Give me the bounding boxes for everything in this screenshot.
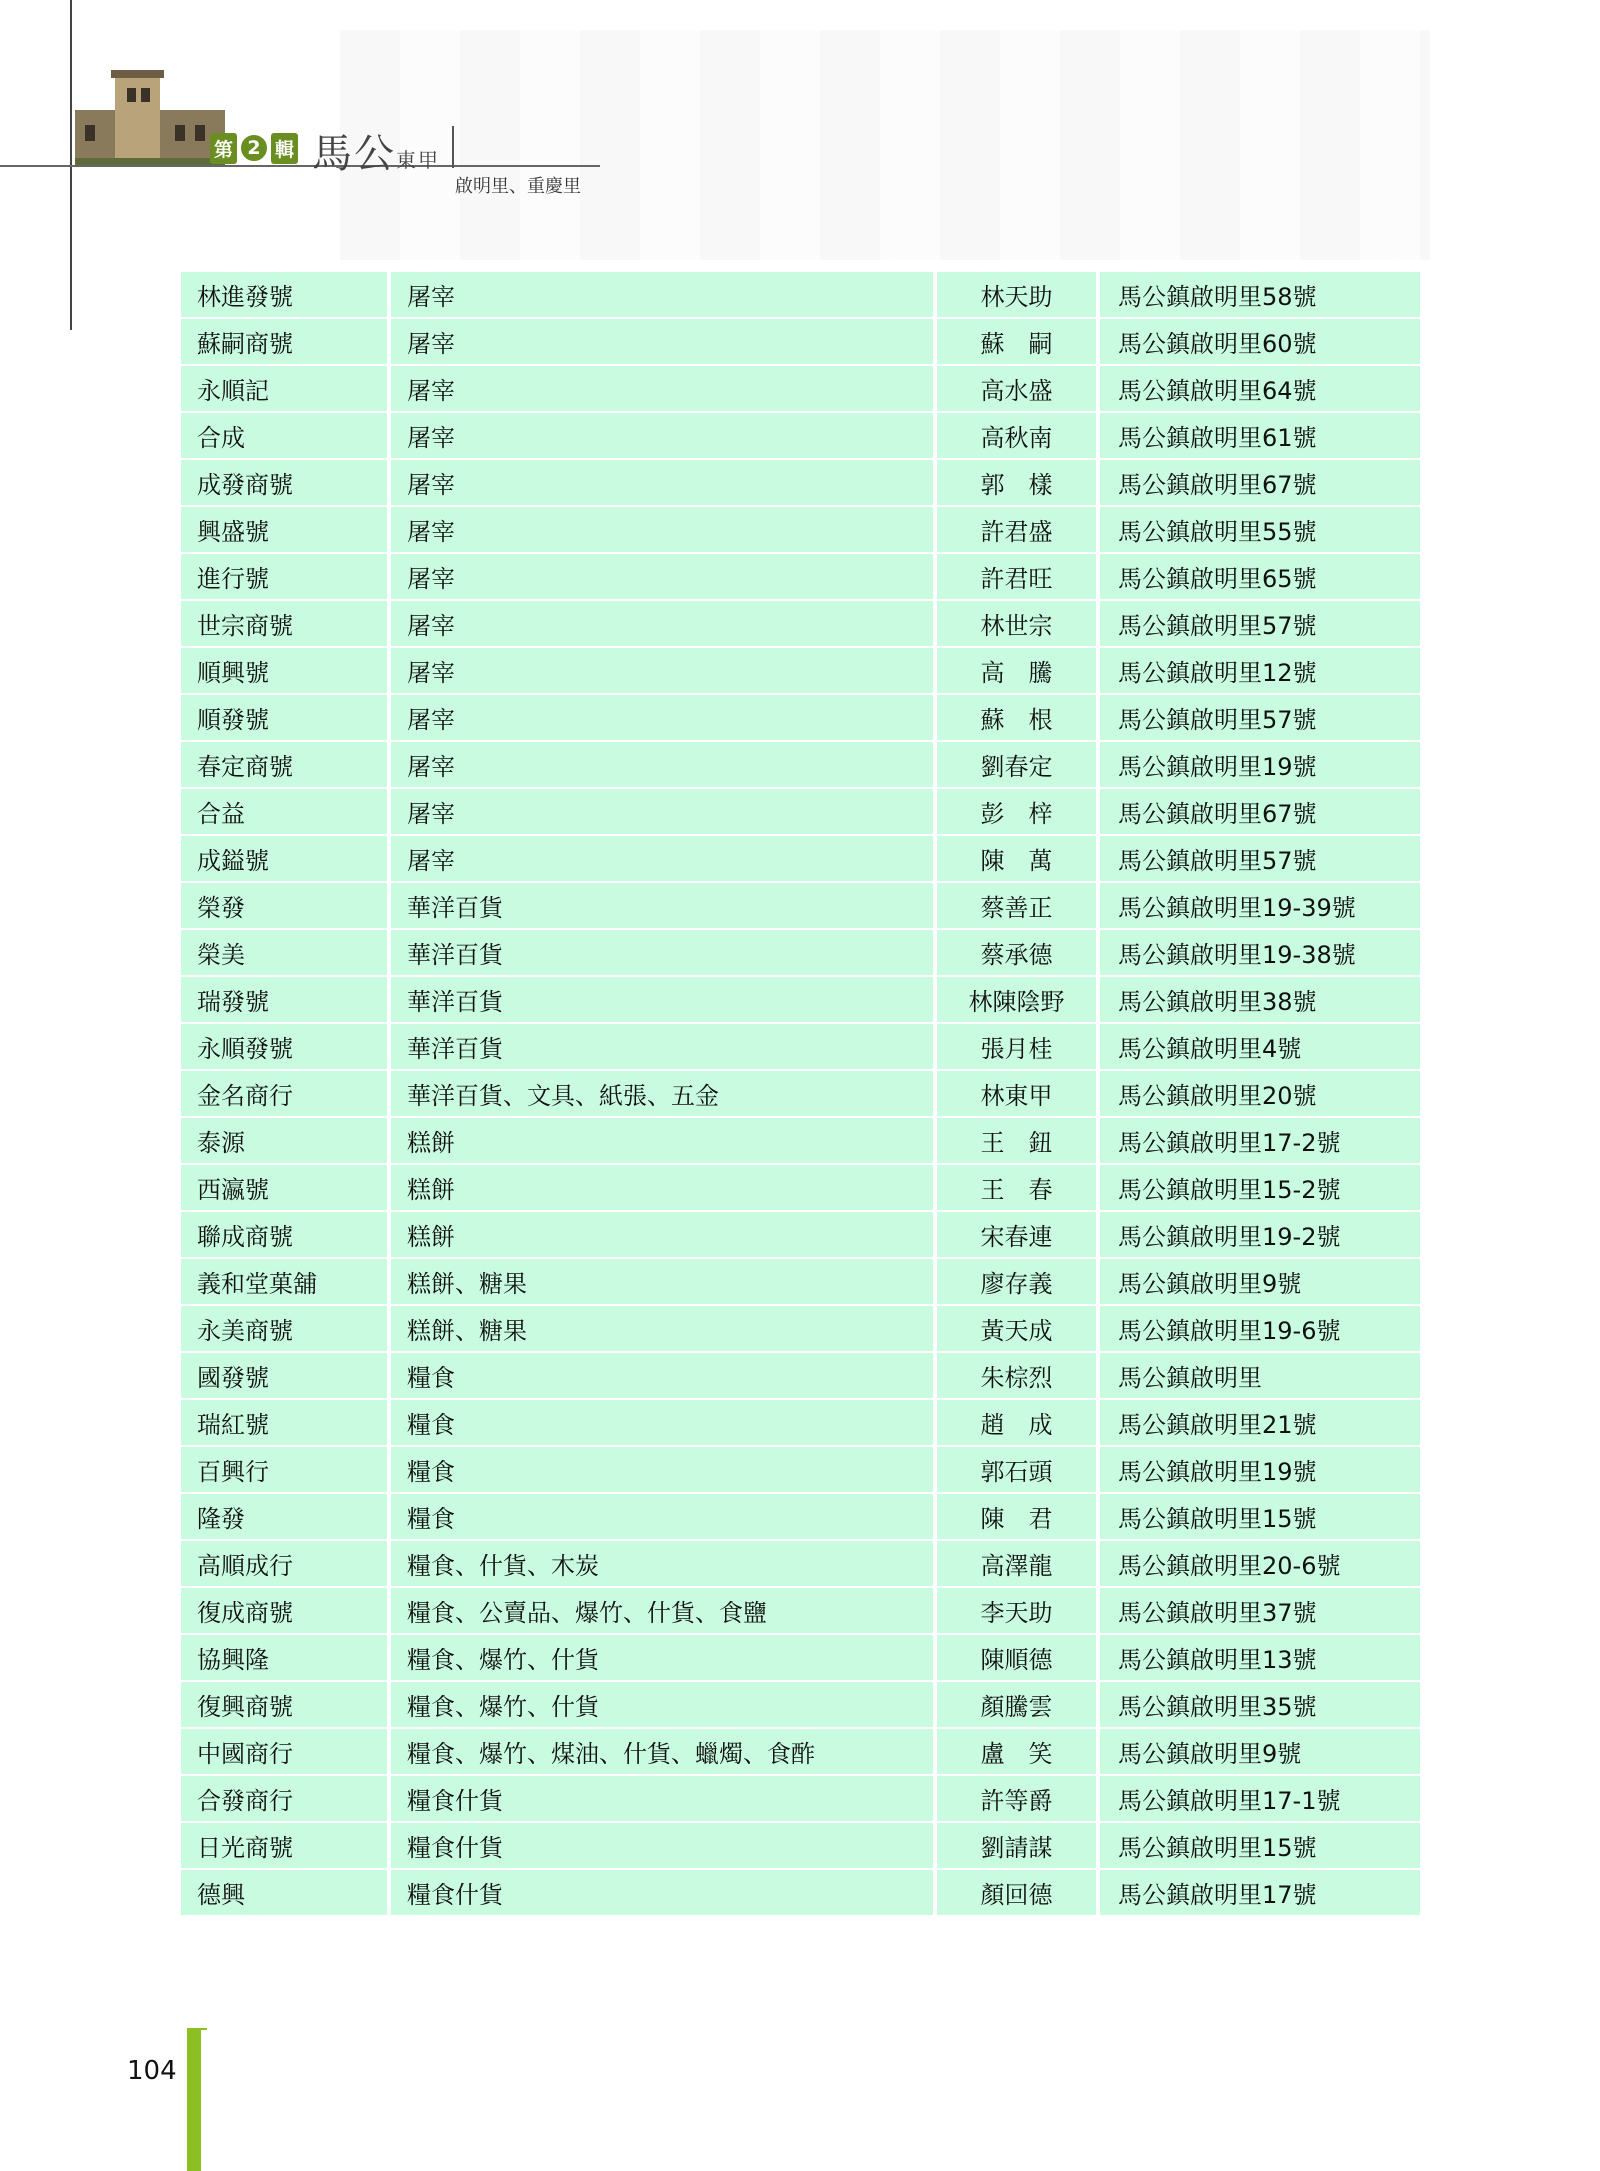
owner-cell: 林東甲 (935, 1070, 1098, 1117)
business-name-cell: 永美商號 (181, 1305, 389, 1352)
business-name-cell: 成發商號 (181, 459, 389, 506)
goods-cell: 屠宰 (389, 459, 935, 506)
table-row (181, 1446, 1420, 1493)
goods-cell: 屠宰 (389, 600, 935, 647)
business-name-cell: 合益 (181, 788, 389, 835)
goods-cell: 糧食什貨 (389, 1822, 935, 1869)
address-cell: 馬公鎮啟明里9號 (1098, 1728, 1420, 1775)
address-cell: 馬公鎮啟明里58號 (1098, 272, 1420, 318)
business-name-cell: 中國商行 (181, 1728, 389, 1775)
business-name-cell: 高順成行 (181, 1540, 389, 1587)
owner-cell: 蔡善正 (935, 882, 1098, 929)
table-row (181, 1540, 1420, 1587)
business-name-cell: 合成 (181, 412, 389, 459)
owner-cell: 朱棕烈 (935, 1352, 1098, 1399)
address-cell: 馬公鎮啟明里35號 (1098, 1681, 1420, 1728)
address-cell: 馬公鎮啟明里19-6號 (1098, 1305, 1420, 1352)
business-name-cell: 聯成商號 (181, 1211, 389, 1258)
business-name-cell: 瑞發號 (181, 976, 389, 1023)
owner-cell: 宋春連 (935, 1211, 1098, 1258)
table-row (181, 1070, 1420, 1117)
table-row (181, 1258, 1420, 1305)
table-row (181, 365, 1420, 412)
owner-cell: 陳順德 (935, 1634, 1098, 1681)
business-name-cell: 復成商號 (181, 1587, 389, 1634)
table-row (181, 1211, 1420, 1258)
business-name-cell: 順興號 (181, 647, 389, 694)
goods-cell: 屠宰 (389, 318, 935, 365)
goods-cell: 華洋百貨 (389, 882, 935, 929)
business-name-cell: 進行號 (181, 553, 389, 600)
business-name-cell: 榮發 (181, 882, 389, 929)
owner-cell: 林世宗 (935, 600, 1098, 647)
goods-cell: 糧食什貨 (389, 1869, 935, 1916)
table-row (181, 1023, 1420, 1070)
book-title (312, 122, 440, 179)
owner-cell: 彭 梓 (935, 788, 1098, 835)
owner-cell: 林天助 (935, 272, 1098, 318)
address-cell: 馬公鎮啟明里55號 (1098, 506, 1420, 553)
table-row (181, 1728, 1420, 1775)
owner-cell: 廖存義 (935, 1258, 1098, 1305)
owner-cell: 蘇 根 (935, 694, 1098, 741)
address-cell: 馬公鎮啟明里65號 (1098, 553, 1420, 600)
goods-cell: 屠宰 (389, 412, 935, 459)
table-row (181, 647, 1420, 694)
goods-cell: 糧食、什貨、木炭 (389, 1540, 935, 1587)
business-name-cell: 永順發號 (181, 1023, 389, 1070)
address-cell: 馬公鎮啟明里61號 (1098, 412, 1420, 459)
address-cell: 馬公鎮啟明里15號 (1098, 1822, 1420, 1869)
address-cell: 馬公鎮啟明里 (1098, 1352, 1420, 1399)
business-name-cell: 國發號 (181, 1352, 389, 1399)
chapter-prefix: 第 (210, 133, 237, 164)
owner-cell: 蘇 嗣 (935, 318, 1098, 365)
goods-cell: 糕餅 (389, 1211, 935, 1258)
table-row (181, 1117, 1420, 1164)
table-row (181, 694, 1420, 741)
business-name-cell: 復興商號 (181, 1681, 389, 1728)
goods-cell: 糧食、爆竹、什貨 (389, 1681, 935, 1728)
owner-cell: 黃天成 (935, 1305, 1098, 1352)
table-row (181, 1869, 1420, 1916)
goods-cell: 糧食、爆竹、什貨 (389, 1634, 935, 1681)
page-number: 104 (127, 2056, 177, 2086)
goods-cell: 華洋百貨 (389, 1023, 935, 1070)
goods-cell: 糧食、公賣品、爆竹、什貨、食鹽 (389, 1587, 935, 1634)
owner-cell: 盧 笑 (935, 1728, 1098, 1775)
owner-cell: 顏騰雲 (935, 1681, 1098, 1728)
goods-cell: 華洋百貨、文具、紙張、五金 (389, 1070, 935, 1117)
business-name-cell: 興盛號 (181, 506, 389, 553)
book-title-main: 馬公 (312, 131, 396, 177)
owner-cell: 高秋南 (935, 412, 1098, 459)
goods-cell: 華洋百貨 (389, 929, 935, 976)
address-cell: 馬公鎮啟明里21號 (1098, 1399, 1420, 1446)
address-cell: 馬公鎮啟明里67號 (1098, 459, 1420, 506)
title-divider (452, 126, 454, 168)
table-row (181, 1305, 1420, 1352)
goods-cell: 糧食 (389, 1493, 935, 1540)
chapter-suffix: 輯 (271, 133, 298, 164)
address-cell: 馬公鎮啟明里19號 (1098, 1446, 1420, 1493)
address-cell: 馬公鎮啟明里57號 (1098, 694, 1420, 741)
goods-cell: 糧食、爆竹、煤油、什貨、蠟燭、食酢 (389, 1728, 935, 1775)
table-row (181, 1164, 1420, 1211)
goods-cell: 糕餅、糖果 (389, 1305, 935, 1352)
table-row (181, 1822, 1420, 1869)
owner-cell: 林陳陰野 (935, 976, 1098, 1023)
business-name-cell: 世宗商號 (181, 600, 389, 647)
owner-cell: 趙 成 (935, 1399, 1098, 1446)
business-name-cell: 順發號 (181, 694, 389, 741)
owner-cell: 郭 樣 (935, 459, 1098, 506)
table-row (181, 835, 1420, 882)
goods-cell: 糧食 (389, 1399, 935, 1446)
goods-cell: 糧食什貨 (389, 1775, 935, 1822)
owner-cell: 高澤龍 (935, 1540, 1098, 1587)
table-row (181, 553, 1420, 600)
owner-cell: 王 鈕 (935, 1117, 1098, 1164)
table-row (181, 882, 1420, 929)
address-cell: 馬公鎮啟明里67號 (1098, 788, 1420, 835)
business-name-cell: 榮美 (181, 929, 389, 976)
goods-cell: 糕餅 (389, 1164, 935, 1211)
owner-cell: 蔡承德 (935, 929, 1098, 976)
book-title-small: 東甲 (396, 148, 440, 172)
business-name-cell: 瑞紅號 (181, 1399, 389, 1446)
table-row (181, 272, 1420, 318)
table-row (181, 318, 1420, 365)
address-cell: 馬公鎮啟明里19-2號 (1098, 1211, 1420, 1258)
address-cell: 馬公鎮啟明里57號 (1098, 600, 1420, 647)
business-name-cell: 金名商行 (181, 1070, 389, 1117)
address-cell: 馬公鎮啟明里19號 (1098, 741, 1420, 788)
goods-cell: 屠宰 (389, 788, 935, 835)
business-name-cell: 義和堂菓舖 (181, 1258, 389, 1305)
goods-cell: 糧食 (389, 1352, 935, 1399)
owner-cell: 李天助 (935, 1587, 1098, 1634)
owner-cell: 劉春定 (935, 741, 1098, 788)
owner-cell: 劉請謀 (935, 1822, 1098, 1869)
address-cell: 馬公鎮啟明里20號 (1098, 1070, 1420, 1117)
goods-cell: 糕餅 (389, 1117, 935, 1164)
margin-line-horizontal (0, 165, 600, 167)
address-cell: 馬公鎮啟明里64號 (1098, 365, 1420, 412)
goods-cell: 屠宰 (389, 741, 935, 788)
chapter-badge (210, 133, 298, 163)
business-name-cell: 百興行 (181, 1446, 389, 1493)
table-row (181, 1493, 1420, 1540)
business-name-cell: 泰源 (181, 1117, 389, 1164)
owner-cell: 許君盛 (935, 506, 1098, 553)
business-name-cell: 協興隆 (181, 1634, 389, 1681)
business-name-cell: 春定商號 (181, 741, 389, 788)
business-name-cell: 永順記 (181, 365, 389, 412)
goods-cell: 屠宰 (389, 553, 935, 600)
address-cell: 馬公鎮啟明里17號 (1098, 1869, 1420, 1916)
address-cell: 馬公鎮啟明里15號 (1098, 1493, 1420, 1540)
building-icon (75, 70, 225, 165)
business-name-cell: 成鎰號 (181, 835, 389, 882)
business-name-cell: 合發商行 (181, 1775, 389, 1822)
goods-cell: 屠宰 (389, 694, 935, 741)
owner-cell: 張月桂 (935, 1023, 1098, 1070)
owner-cell: 許君旺 (935, 553, 1098, 600)
chapter-number: 2 (239, 133, 269, 163)
goods-cell: 屠宰 (389, 647, 935, 694)
owner-cell: 顏回德 (935, 1869, 1098, 1916)
goods-cell: 屠宰 (389, 272, 935, 318)
address-cell: 馬公鎮啟明里19-39號 (1098, 882, 1420, 929)
business-table (181, 272, 1420, 1917)
address-cell: 馬公鎮啟明里13號 (1098, 1634, 1420, 1681)
owner-cell: 王 春 (935, 1164, 1098, 1211)
table-row (181, 741, 1420, 788)
table-row (181, 929, 1420, 976)
business-name-cell: 西瀛號 (181, 1164, 389, 1211)
table-row (181, 1775, 1420, 1822)
business-name-cell: 蘇嗣商號 (181, 318, 389, 365)
address-cell: 馬公鎮啟明里20-6號 (1098, 1540, 1420, 1587)
business-name-cell: 林進發號 (181, 272, 389, 318)
address-cell: 馬公鎮啟明里19-38號 (1098, 929, 1420, 976)
page-accent-bar (187, 2028, 201, 2171)
goods-cell: 屠宰 (389, 835, 935, 882)
business-name-cell: 德興 (181, 1869, 389, 1916)
address-cell: 馬公鎮啟明里15-2號 (1098, 1164, 1420, 1211)
table-row (181, 1681, 1420, 1728)
owner-cell: 高水盛 (935, 365, 1098, 412)
table-row (181, 506, 1420, 553)
owner-cell: 陳 萬 (935, 835, 1098, 882)
table-row (181, 788, 1420, 835)
table-row (181, 600, 1420, 647)
goods-cell: 華洋百貨 (389, 976, 935, 1023)
table-row (181, 1587, 1420, 1634)
table-row (181, 1399, 1420, 1446)
business-name-cell: 隆發 (181, 1493, 389, 1540)
address-cell: 馬公鎮啟明里37號 (1098, 1587, 1420, 1634)
address-cell: 馬公鎮啟明里17-1號 (1098, 1775, 1420, 1822)
table-row (181, 1352, 1420, 1399)
owner-cell: 陳 君 (935, 1493, 1098, 1540)
page-accent-tick (187, 2028, 207, 2030)
address-cell: 馬公鎮啟明里12號 (1098, 647, 1420, 694)
address-cell: 馬公鎮啟明里60號 (1098, 318, 1420, 365)
goods-cell: 屠宰 (389, 506, 935, 553)
table-row (181, 412, 1420, 459)
owner-cell: 許等爵 (935, 1775, 1098, 1822)
header-watermark (340, 30, 1430, 260)
table-row (181, 1634, 1420, 1681)
goods-cell: 屠宰 (389, 365, 935, 412)
business-table-body (181, 272, 1420, 1916)
address-cell: 馬公鎮啟明里9號 (1098, 1258, 1420, 1305)
address-cell: 馬公鎮啟明里57號 (1098, 835, 1420, 882)
table-row (181, 459, 1420, 506)
business-name-cell: 日光商號 (181, 1822, 389, 1869)
owner-cell: 郭石頭 (935, 1446, 1098, 1493)
goods-cell: 糕餅、糖果 (389, 1258, 935, 1305)
address-cell: 馬公鎮啟明里38號 (1098, 976, 1420, 1023)
address-cell: 馬公鎮啟明里4號 (1098, 1023, 1420, 1070)
address-cell: 馬公鎮啟明里17-2號 (1098, 1117, 1420, 1164)
section-subtitle: 啟明里、重慶里 (455, 176, 581, 197)
goods-cell: 糧食 (389, 1446, 935, 1493)
owner-cell: 高 騰 (935, 647, 1098, 694)
table-row (181, 976, 1420, 1023)
